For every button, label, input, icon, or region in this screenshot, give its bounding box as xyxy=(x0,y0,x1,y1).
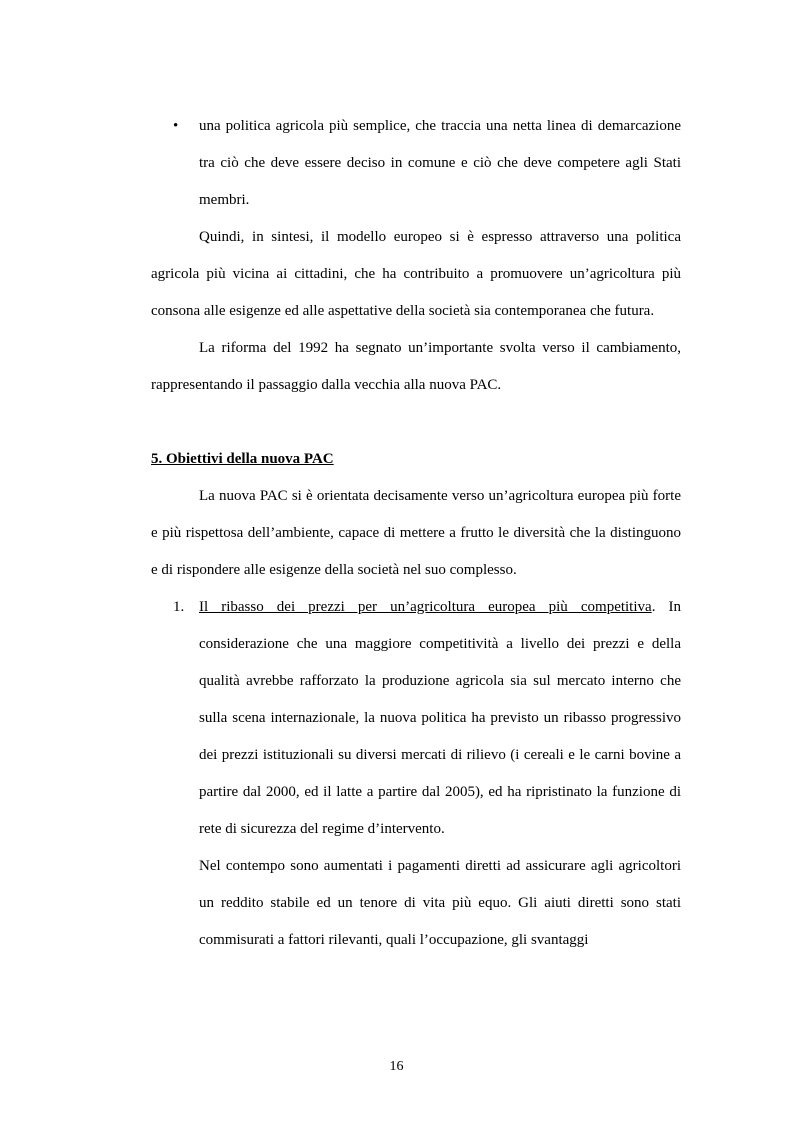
item-title: Il ribasso dei prezzi per un’agricoltura europea più competitiva xyxy=(199,599,652,615)
paragraph-reform-1992: La riforma del 1992 ha segnato un’importante svolta verso il cambiamento, rappresentando il passaggio dalla vecchia alla nuova PAC. xyxy=(151,340,681,393)
section-heading: 5. Obiettivi della nuova PAC xyxy=(151,451,334,467)
item-body: In considerazione che una maggiore competitività a livello dei prezzi e della qualità avrebbe rafforzato la produzione agricola sia sul mercato interno che sulla scena internazionale, la nuova politica ha previsto un ribasso progressivo dei prezzi istituzionali su diversi mercati di rilievo (i cereali e le carni bovine a partire dal 2000, ed il latte a partire dal 2005), ed ha ripristinato la funzione di rete di sicurezza del regime d’intervento. xyxy=(199,599,681,837)
bullet-text: una politica agricola più semplice, che traccia una netta linea di demarcazione tra ciò che deve essere deciso in comune e ciò che deve competere agli Stati membri. xyxy=(199,118,681,208)
item-continuation: Nel contempo sono aumentati i pagamenti diretti ad assicurare agli agricoltori un reddito stabile ed un tenore di vita più equo. Gli aiuti diretti sono stati commisurati a fattori rilevanti, quali l’occupazione, gli svantaggi xyxy=(199,858,681,948)
page-body xyxy=(151,108,681,959)
bullet-item xyxy=(151,108,681,219)
numbered-item-1 xyxy=(151,589,681,848)
paragraph-summary: Quindi, in sintesi, il modello europeo si è espresso attraverso una politica agricola più vicina ai cittadini, che ha contribuito a promuovere un’agricoltura più consona alle esigenze ed alle aspettative della società sia contemporanea che futura. xyxy=(151,229,681,319)
bullet-marker: • xyxy=(173,118,179,134)
section-intro: La nuova PAC si è orientata decisamente verso un’agricoltura europea più forte e più rispettosa dell’ambiente, capace di mettere a frutto le diversità che la distinguono e di rispondere alle esigenze della società nel suo complesso. xyxy=(151,488,681,578)
item-title-suffix: . xyxy=(651,599,656,615)
item-number: 1. xyxy=(173,599,185,615)
page-number: 16 xyxy=(389,1059,404,1074)
